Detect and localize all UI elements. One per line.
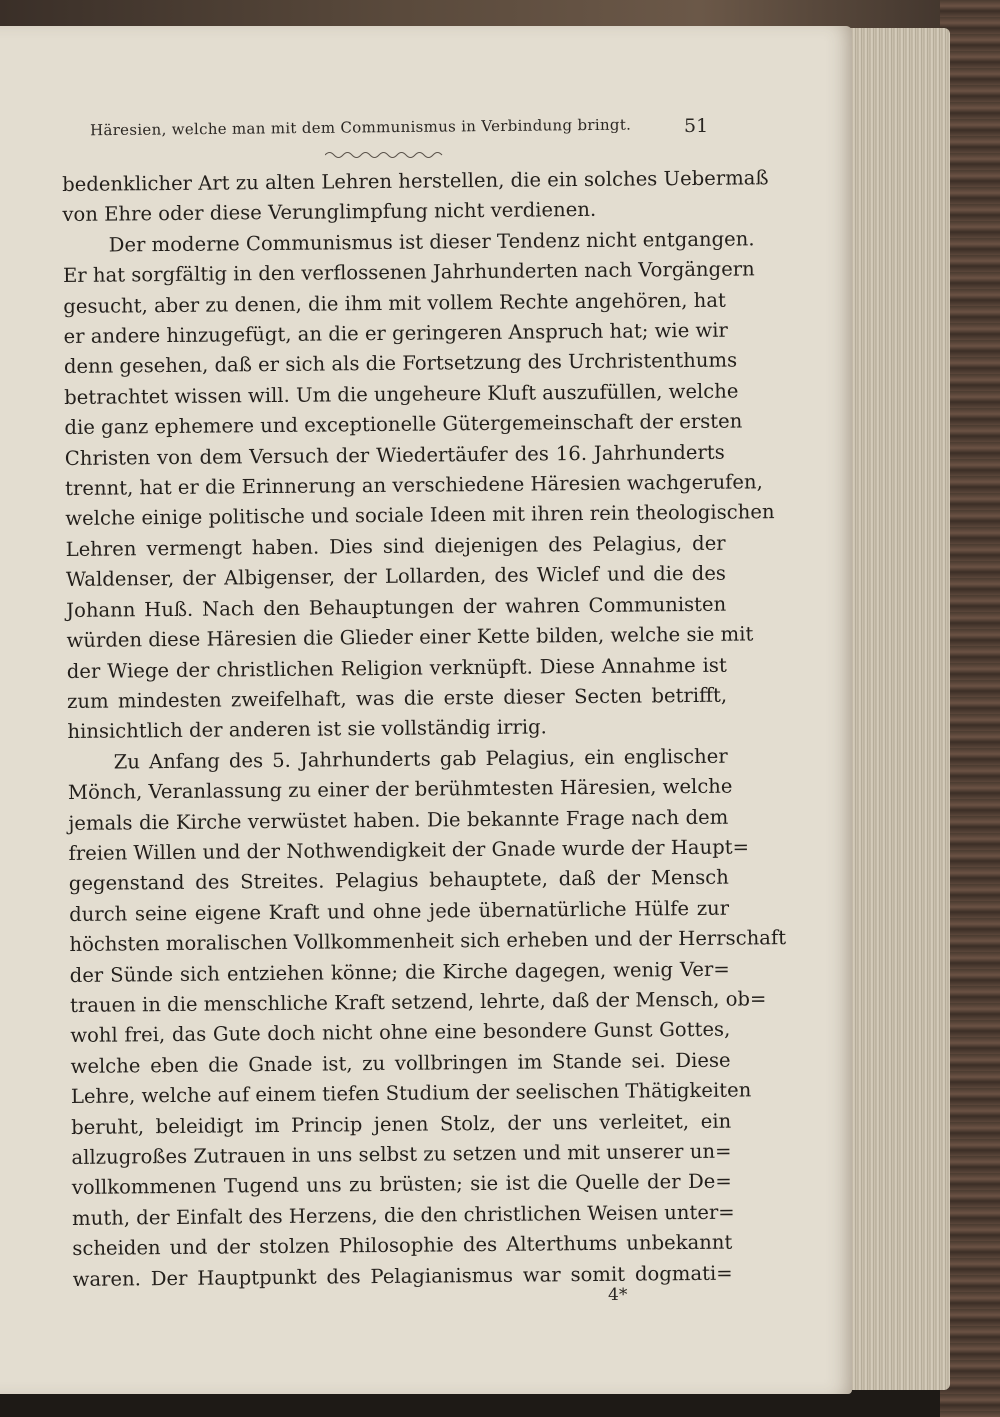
text-line: gesucht, aber zu denen, die ihm mit vollem Rechte angehören, hat [63,288,726,318]
text-line: Johann Huß. Nach den Behauptungen der wahren Communisten [66,592,727,622]
body-text [62,164,787,1295]
text-line: scheiden und der stolzen Philosophie des Alterthums unbekannt [72,1230,733,1261]
text-line: würden diese Häresien die Glieder einer Kette bilden, welche sie mit [66,622,754,653]
text-line: betrachtet wissen will. Um die ungeheure Kluft auszufüllen, welche [64,379,739,409]
text-line: der Sünde sich entziehen könne; die Kirche dagegen, wenig Ver= [69,957,730,987]
text-line: hinsichtlich der anderen ist sie vollständig irrig. [67,715,547,744]
text-line: Mönch, Veranlassung zu einer der berühmtesten Häresien, welche [67,774,733,805]
text-line: muth, der Einfalt des Herzens, die den christlichen Weisen unter= [71,1200,735,1230]
wavy-rule-ornament [325,150,443,160]
page-block-edges [838,28,950,1390]
text-line: höchsten moralischen Vollkommenheit sich erheben und der Herrschaft [69,926,787,957]
text-line: trauen in die menschliche Kraft setzend, lehrte, daß der Mensch, ob= [69,987,767,1017]
text-line: Christen von dem Versuch der Wiedertäufer des 16. Jahrhunderts [64,440,725,470]
text-line: beruht, beleidigt im Princip jenen Stolz, der uns verleitet, ein [71,1109,732,1139]
text-line: die ganz ephemere und exceptionelle Gütergemeinschaft der ersten [64,409,743,440]
text-line: trennt, hat er die Erinnerung an verschiedene Häresien wachgerufen, [64,470,763,501]
text-line: zum mindesten zweifelhaft, was die erste dieser Secten betrifft, [66,683,728,713]
text-line: jemals die Kirche verwüstet haben. Die bekannte Frage nach dem [68,805,729,835]
text-line: Der moderne Communismus ist dieser Tendenz nicht entgangen. [108,227,755,257]
running-head: Häresien, welche man mit dem Communismus in Verbindung bringt. [89,115,632,140]
text-line: denn gesehen, daß er sich als die Fortsetzung des Urchristenthums [63,348,738,379]
text-line: er andere hinzugefügt, an die er geringeren Anspruch hat; wie wir [63,318,728,349]
page-number: 51 [684,115,709,137]
text-line: bedenklicher Art zu alten Lehren herstellen, die ein solches Uebermaß [62,166,769,196]
text-line: Lehre, welche auf einem tiefen Studium der seelischen Thätigkeiten [70,1078,752,1109]
text-line: welche eben die Gnade ist, zu vollbringen im Stande sei. Diese [70,1048,731,1078]
text-line: der Wiege der christlichen Religion verknüpft. Diese Annahme ist [66,653,727,683]
signature-mark: 4* [608,1285,628,1305]
text-line: Er hat sorgfältig in den verflossenen Jahrhunderten nach Vorgängern [62,257,755,288]
text-line: waren. Der Hauptpunkt des Pelagianismus war somit dogmati= [72,1261,733,1291]
text-line: wohl frei, das Gute doch nicht ohne eine besondere Gunst Gottes, [70,1018,731,1048]
text-line: welche einige politische und sociale Ideen mit ihren rein theologischen [65,500,775,531]
text-line: durch seine eigene Kraft und ohne jede übernatürliche Hülfe zur [69,896,730,926]
text-line: allzugroßes Zutrauen in uns selbst zu setzen und mit unserer un= [71,1139,732,1169]
text-line: gegenstand des Streites. Pelagius behauptete, daß der Mensch [68,865,729,896]
text-line: vollkommenen Tugend uns zu brüsten; sie ist die Quelle der De= [71,1170,732,1200]
text-line: freien Willen und der Nothwendigkeit der Gnade wurde der Haupt= [68,835,750,865]
text-line: Lehren vermengt haben. Dies sind diejenigen des Pelagius, der [65,531,726,561]
text-line: Waldenser, der Albigenser, der Lollarden, des Wiclef und die des [65,561,727,592]
text-line: Zu Anfang des 5. Jahrhunderts gab Pelagius, ein englischer [113,744,728,774]
text-line: von Ehre oder diese Verunglimpfung nicht verdienen. [62,198,597,227]
